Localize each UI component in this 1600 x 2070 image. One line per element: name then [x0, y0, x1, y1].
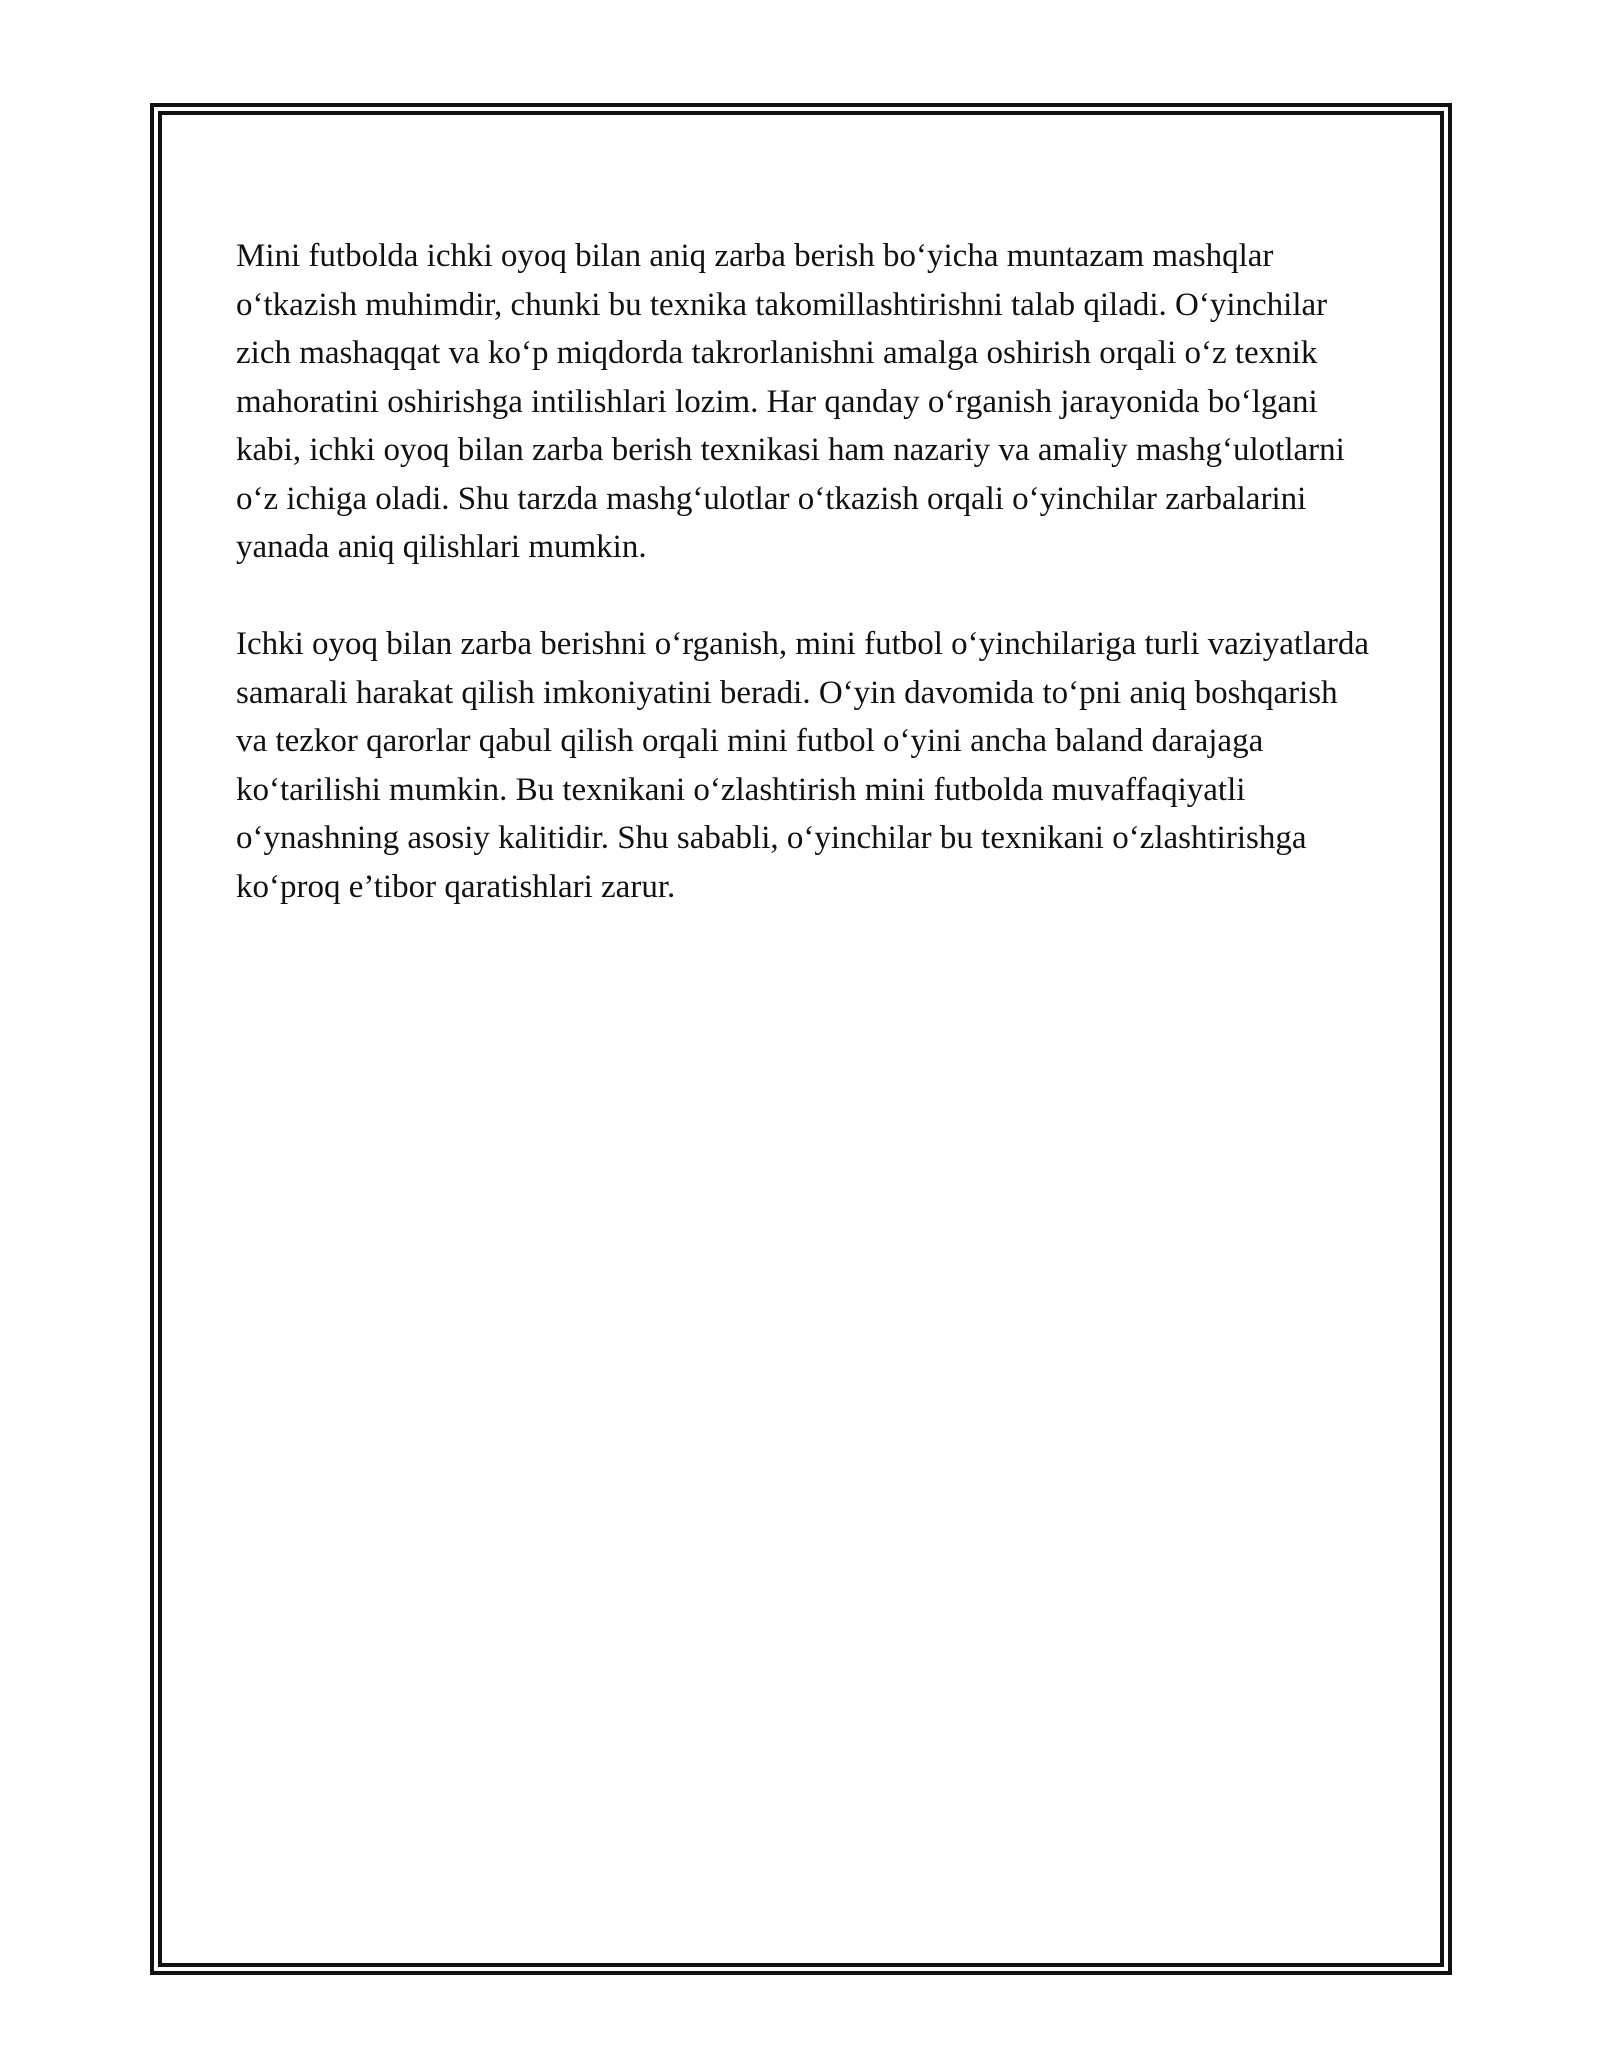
paragraph-2: Ichki oyoq bilan zarba berishni o‘rganish, mini futbol o‘yinchilariga turli vaziyatlarda samarali harakat qilish imkoniyatini beradi. O‘yin davomida to‘pni aniq boshqarish va tezkor qarorlar qabul qilish orqali mini futbol o‘yini ancha baland darajaga ko‘tarilishi mumkin. Bu texnikani o‘zlashtirish mini futbolda muvaffaqiyatli o‘ynashning asosiy kalitidir. Shu sababli, o‘yinchilar bu texnikani o‘zlashtirishga ko‘proq e’tibor qaratishlari zarur.: [236, 626, 1369, 905]
paragraph-1: Mini futbolda ichki oyoq bilan aniq zarba berish bo‘yicha muntazam mashqlar o‘tkazish muhimdir, chunki bu texnika takomillashtirishni talab qiladi. O‘yinchilar zich mashaqqat va ko‘p miqdorda takrorlanishni amalga oshirish orqali o‘z texnik mahoratini oshirishga intilishlari lozim. Har qanday o‘rganish jarayonida bo‘lgani kabi, ichki oyoq bilan zarba berish texnikasi ham nazariy va amaliy mashg‘ulotlarni o‘z ichiga oladi. Shu tarzda mashg‘ulotlar o‘tkazish orqali o‘yinchilar zarbalarini yanada aniq qilishlari mumkin.: [236, 238, 1345, 565]
document-body: [236, 232, 1376, 911]
